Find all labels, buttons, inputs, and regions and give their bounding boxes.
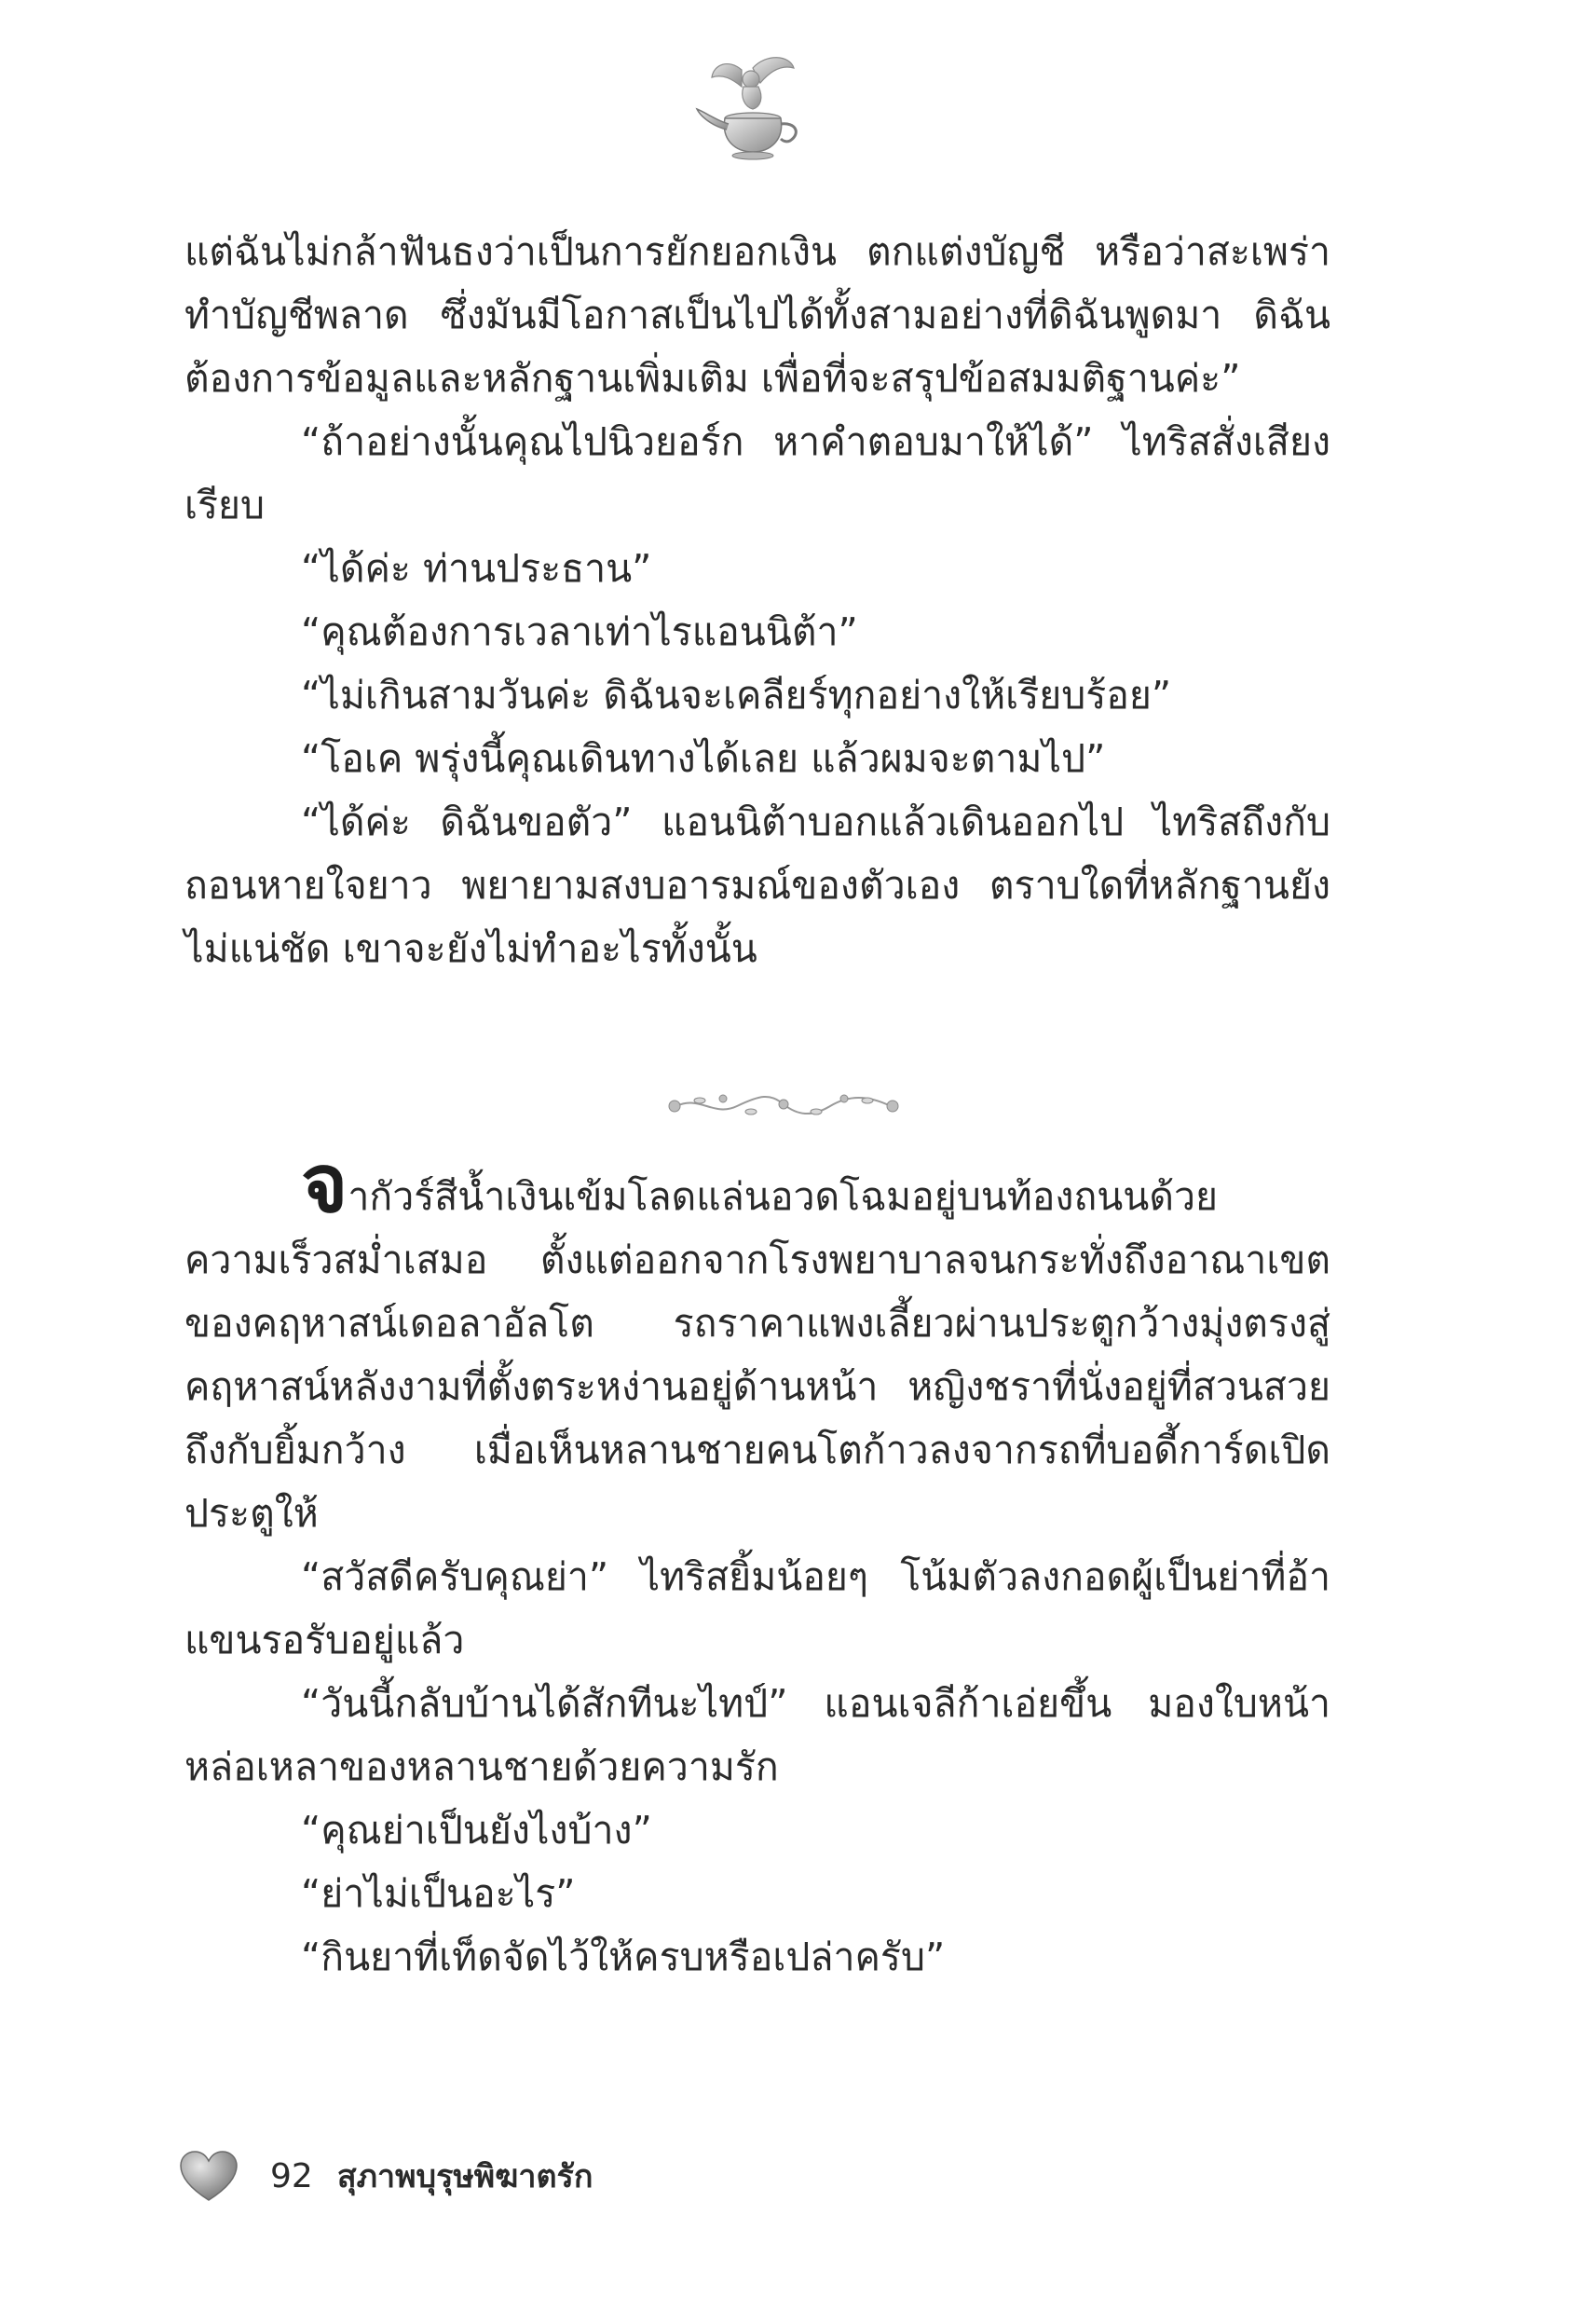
dropcap-letter: จ	[301, 1138, 348, 1231]
passage-top	[184, 220, 1330, 980]
paragraph-dialogue: “คุณย่าเป็นยังไงบ้าง”	[301, 1808, 652, 1853]
paragraph-dialogue: “วันนี้กลับบ้านได้สักทีนะไทป์” แอนเจลีก้าเอ่ยขึ้น มองใบหน้าหล่อเหลาของหลานชายด้วยความรัก	[184, 1681, 1330, 1789]
paragraph-opening-text: ากัวร์สีน้ำเงินเข้มโลดแล่นอวดโฉมอยู่บนท้องถนนด้วยความเร็วสม่ำเสมอ ตั้งแต่ออกจากโรงพยาบาลจนกระทั่งถึงอาณาเขตของคฤหาสน์เดอลาอัลโต รถราคาแพงเลี้ยวผ่านประตูกว้างมุ่งตรงสู่คฤหาสน์หลังงามที่ตั้งตระหง่านอยู่ด้านหน้า หญิงชราที่นั่งอยู่ที่สวนสวยถึงกับยิ้มกว้าง เมื่อเห็นหลานชายคนโตก้าวลงจากรถที่บอดี้การ์ดเปิดประตูให้	[184, 1174, 1330, 1536]
paragraph-dialogue: “สวัสดีครับคุณย่า” ไทริสยิ้มน้อยๆ โน้มตัวลงกอดผู้เป็นย่าที่อ้าแขนรอรับอยู่แล้ว	[184, 1554, 1330, 1662]
heart-icon	[179, 2150, 239, 2202]
paragraph-dialogue: “กินยาที่เท็ดจัดไว้ให้ครบหรือเปล่าครับ”	[301, 1935, 946, 1979]
paragraph-dialogue: “โอเค พรุ่งนี้คุณเดินทางได้เลย แล้วผมจะตามไป”	[301, 736, 1106, 781]
paragraph-dialogue: “ย่าไม่เป็นอะไร”	[301, 1871, 576, 1916]
paragraph-continuation: แต่ฉันไม่กล้าฟันธงว่าเป็นการยักยอกเงิน ตกแต่งบัญชี หรือว่าสะเพร่าทำบัญชีพลาด ซึ่งมันมีโอกาสเป็นไปได้ทั้งสามอย่างที่ดิฉันพูดมา ดิฉันต้องการข้อมูลและหลักฐานเพิ่มเติม เพื่อที่จะสรุปข้อสมมติฐานค่ะ”	[184, 229, 1330, 401]
paragraph-dialogue: “ไม่เกินสามวันค่ะ ดิฉันจะเคลียร์ทุกอย่างให้เรียบร้อย”	[301, 673, 1172, 718]
paragraph-dialogue: “ได้ค่ะ ท่านประธาน”	[301, 546, 652, 591]
floral-vine-divider-icon	[658, 1086, 909, 1123]
paragraph-opening	[184, 1138, 1330, 1545]
cupid-teapot-ornament-icon	[680, 51, 820, 163]
page-number: 92	[270, 2156, 313, 2195]
book-title: สุภาพบุรุษพิฆาตรัก	[336, 2158, 593, 2195]
paragraph-dialogue: “คุณต้องการเวลาเท่าไรแอนนิต้า”	[301, 609, 858, 654]
paragraph-dialogue: “ถ้าอย่างนั้นคุณไปนิวยอร์ก หาคำตอบมาให้ได้” ไทริสสั่งเสียงเรียบ	[184, 419, 1330, 527]
passage-bottom	[184, 1138, 1330, 1989]
paragraph-narration: “ได้ค่ะ ดิฉันขอตัว” แอนนิต้าบอกแล้วเดินออกไป ไทริสถึงกับถอนหายใจยาว พยายามสงบอารมณ์ของตัวเอง ตราบใดที่หลักฐานยังไม่แน่ชัด เขาจะยังไม่ทำอะไรทั้งนั้น	[184, 800, 1330, 971]
page-footer	[179, 2143, 593, 2208]
